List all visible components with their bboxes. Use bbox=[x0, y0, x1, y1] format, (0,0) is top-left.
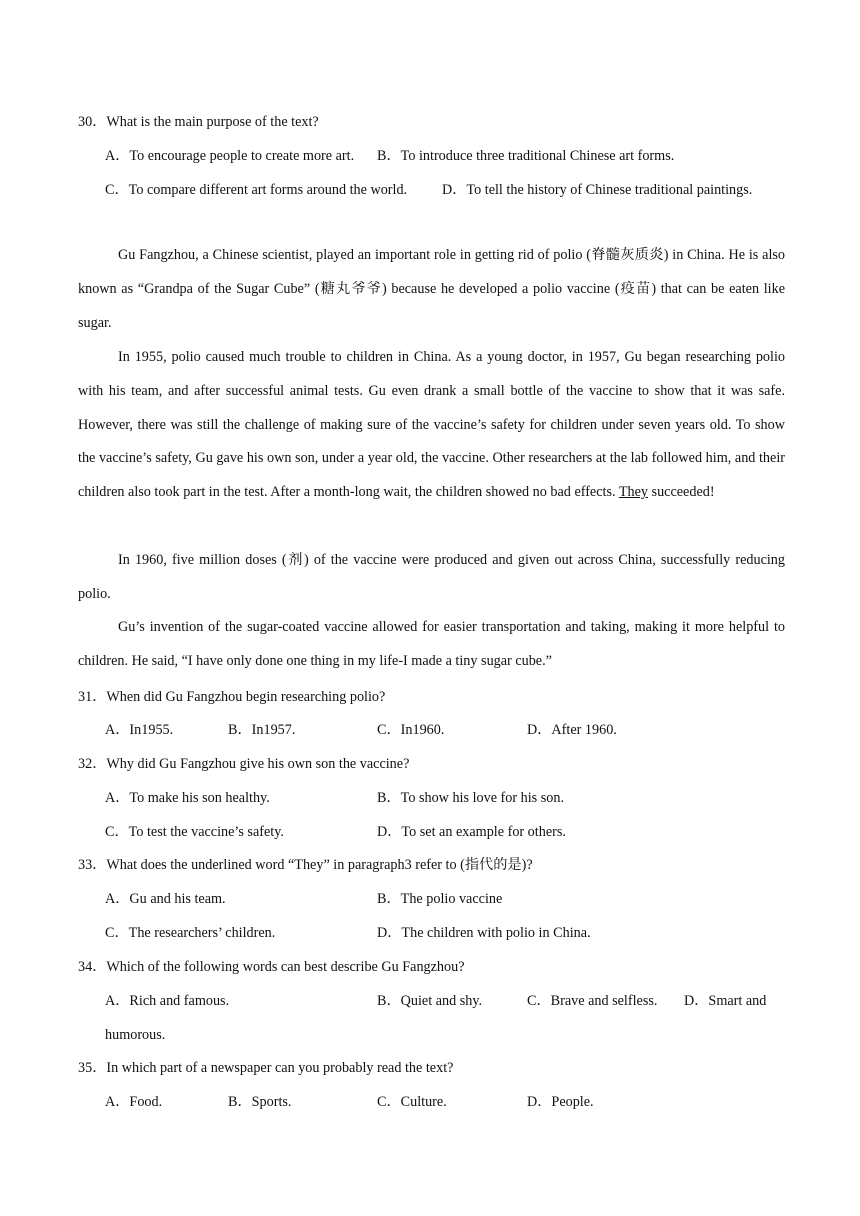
question-32-option-d: D．To set an example for others. bbox=[377, 824, 566, 840]
passage-paragraph-3-text: In 1960, five million doses (剂) of the vaccine were produced and given out across China, successfully reducing polio. bbox=[78, 552, 785, 602]
passage-paragraph-4-text: Gu’s invention of the sugar-coated vaccine allowed for easier transportation and taking, making it more helpful to children. He said, “I have only done one thing in my life-I made a tiny sugar cube.” bbox=[78, 619, 785, 669]
question-32-option-b: B．To show his love for his son. bbox=[377, 790, 564, 806]
question-31-option-b: B．In1957. bbox=[228, 722, 296, 738]
question-33-option-d: D．The children with polio in China. bbox=[377, 925, 591, 941]
question-32-option-c: C．To test the vaccine’s safety. bbox=[105, 824, 284, 840]
passage-paragraph-4 bbox=[78, 611, 785, 679]
question-30-option-c: C．To compare different art forms around the world. bbox=[105, 182, 408, 198]
question-33-option-a: A．Gu and his team. bbox=[105, 891, 226, 907]
question-35-option-d: D．People. bbox=[527, 1094, 594, 1110]
passage-paragraph-2 bbox=[78, 341, 785, 510]
question-33-option-b: B．The polio vaccine bbox=[377, 891, 503, 907]
question-34-option-b: B．Quiet and shy. bbox=[377, 993, 483, 1009]
question-34-option-d: D．Smart and bbox=[684, 993, 767, 1009]
question-34-option-a: A．Rich and famous. bbox=[105, 993, 230, 1009]
question-30-option-b: B．To introduce three traditional Chinese art forms. bbox=[377, 148, 675, 164]
question-32-stem: 32．Why did Gu Fangzhou give his own son the vaccine? bbox=[78, 756, 410, 772]
question-31-stem: 31．When did Gu Fangzhou begin researching polio? bbox=[78, 689, 386, 705]
question-32-option-a: A．To make his son healthy. bbox=[105, 790, 270, 806]
question-35-stem: 35．In which part of a newspaper can you probably read the text? bbox=[78, 1060, 454, 1076]
question-35-option-b: B．Sports. bbox=[228, 1094, 292, 1110]
passage-paragraph-1 bbox=[78, 239, 785, 340]
question-31-option-d: D．After 1960. bbox=[527, 722, 617, 738]
underlined-word-they: They bbox=[618, 484, 648, 501]
question-34-option-d-continued: humorous. bbox=[105, 1027, 166, 1043]
passage-paragraph-2-ending: succeeded! bbox=[651, 484, 715, 501]
question-31-option-c: C．In1960. bbox=[377, 722, 445, 738]
question-35-option-c: C．Culture. bbox=[377, 1094, 447, 1110]
question-34-stem: 34．Which of the following words can best describe Gu Fangzhou? bbox=[78, 959, 465, 975]
question-34-option-c: C．Brave and selfless. bbox=[527, 993, 658, 1009]
question-30-option-a: A．To encourage people to create more art. bbox=[105, 148, 355, 164]
question-33-option-c: C．The researchers’ children. bbox=[105, 925, 276, 941]
question-31-option-a: A．In1955. bbox=[105, 722, 174, 738]
question-35-option-a: A．Food. bbox=[105, 1094, 163, 1110]
passage-paragraph-2-text: In 1955, polio caused much trouble to children in China. As a young doctor, in 1957, Gu began researching polio with his team, and after successful animal tests. Gu even drank a small bottle of the vaccine to show that it was safe. However, there was still the challenge of making sure of the vaccine’s safety for children under seven years old. To show the vaccine’s safety, Gu gave his own son, under a year old, the vaccine. Other researchers at the lab followed him, and their children also took part in the test. After a month-long wait, the children showed no bad effects. bbox=[78, 349, 785, 501]
passage-paragraph-1-text: Gu Fangzhou, a Chinese scientist, played an important role in getting rid of polio (脊髓灰质炎) in China. He is also known as “Grandpa of the Sugar Cube” (糖丸爷爷) because he developed a polio vaccine (疫苗) that can be eaten like sugar. bbox=[78, 247, 785, 331]
passage-paragraph-3 bbox=[78, 544, 785, 612]
question-30-option-d: D．To tell the history of Chinese traditional paintings. bbox=[442, 182, 753, 198]
question-30-stem: 30．What is the main purpose of the text? bbox=[78, 114, 319, 130]
question-33-stem: 33．What does the underlined word “They” in paragraph3 refer to (指代的是)? bbox=[78, 857, 533, 873]
